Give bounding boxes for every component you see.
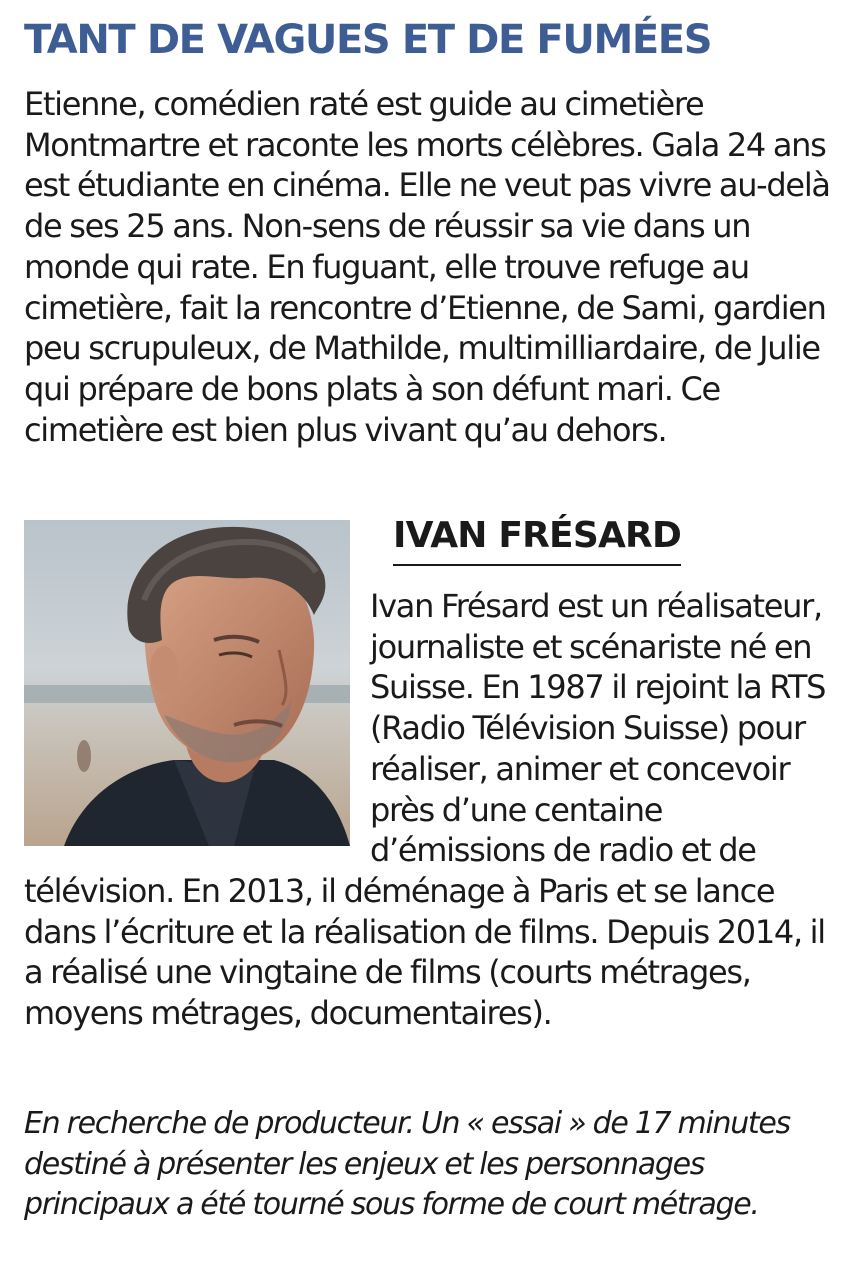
author-bio <box>24 586 844 1034</box>
author-bio-text: Ivan Frésard est un réalisateur, journaliste et scénariste né en Suisse. En 1987 il rejoint la RTS (Radio Télévision Suisse) pour réaliser, animer et concevoir près d’une centaine d’émissions de radio et de télévision. En 2013, il déménage à Paris et se lance dans l’écriture et la réalisation de films. Depuis 2014, il a réalisé une vingtaine de films (courts métrages, moyens métrages, documentaires). <box>24 587 826 1033</box>
bio-photo-spacer <box>24 586 370 862</box>
synopsis-paragraph: Etienne, comédien raté est guide au cimetière Montmartre et raconte les morts célèbres. Gala 24 ans est étudiante en cinéma. Elle ne veut pas vivre au-delà de ses 25 ans. Non-sens de réussir sa vie dans un monde qui rate. En fuguant, elle trouve refuge au cimetière, fait la rencontre d’Etienne, de Sami, gardien peu scrupuleux, de Mathilde, multimilliardaire, de Julie qui prépare de bons plats à son défunt mari. Ce cimetière est bien plus vivant qu’au dehors. <box>24 85 830 449</box>
production-note: En recherche de producteur. Un « essai » de 17 minutes destiné à présenter les enjeux et les personnages principaux a été tourné sous forme de court métrage. <box>24 1106 790 1223</box>
author-name-heading: IVAN FRÉSARD <box>393 512 681 566</box>
article-title: TANT DE VAGUES ET DE FUMÉES <box>24 17 712 63</box>
